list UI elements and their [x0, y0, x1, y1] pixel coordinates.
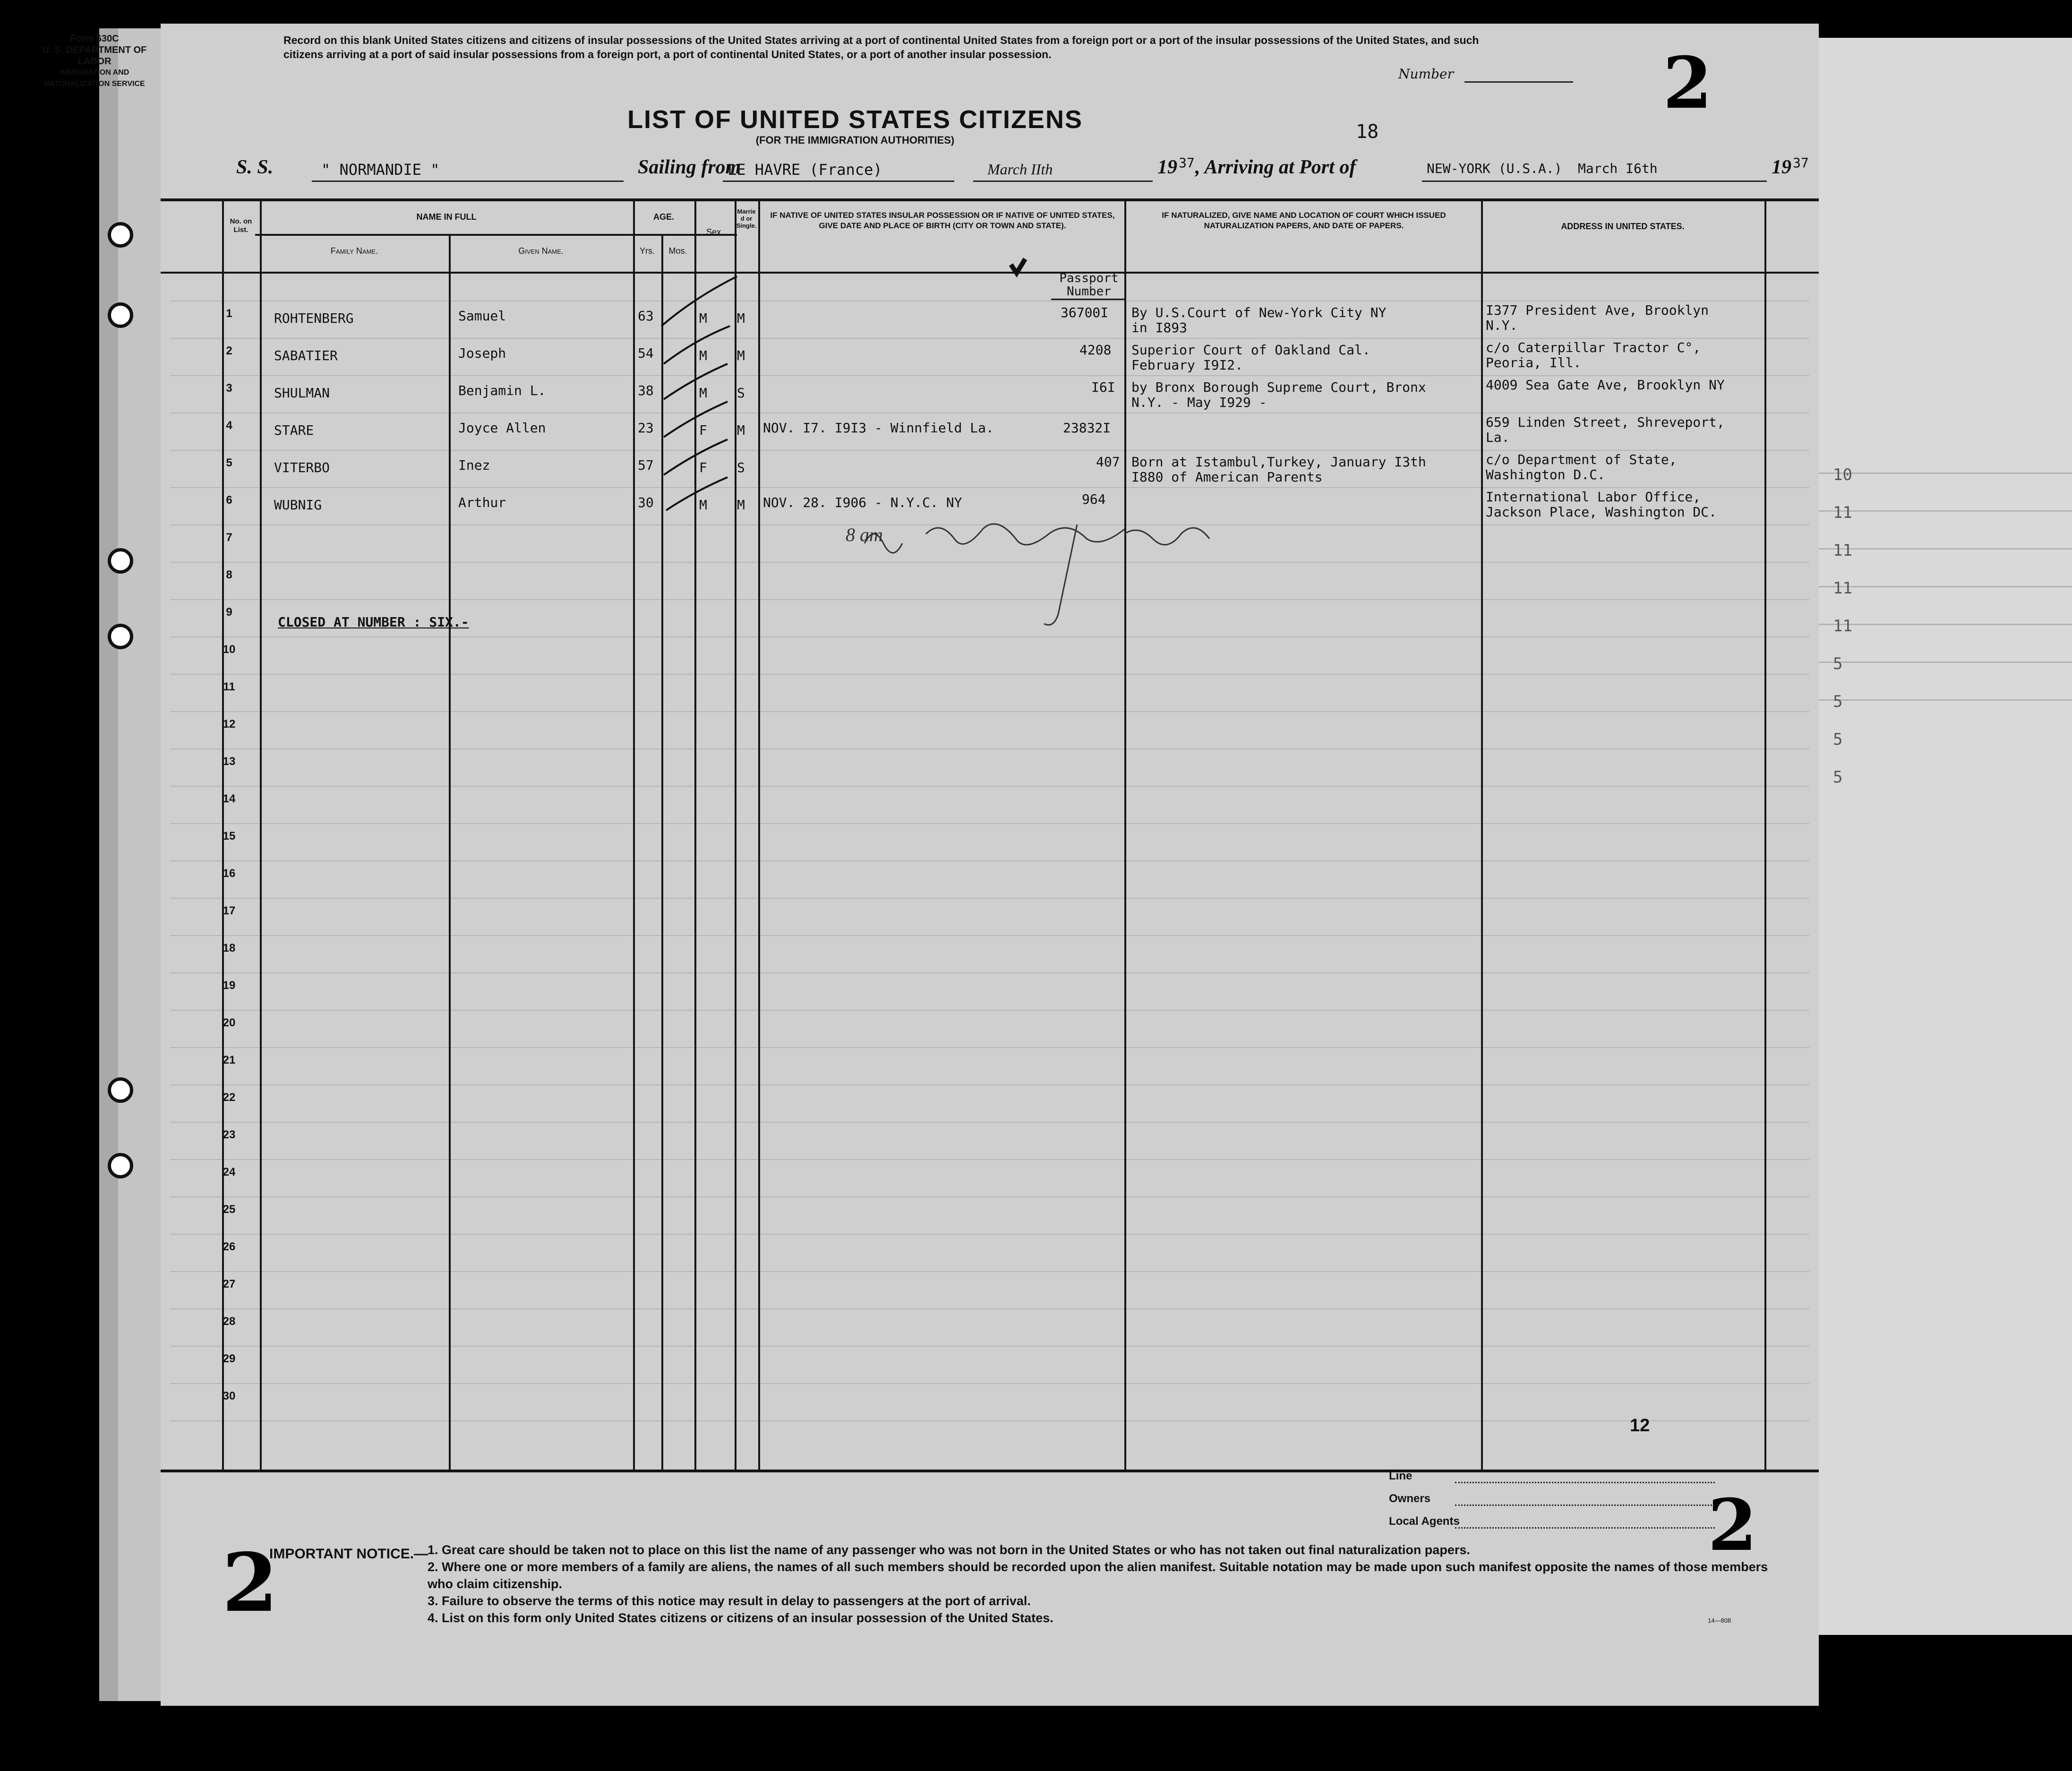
- naturalization-line: I880 of American Parents: [1131, 469, 1323, 485]
- arrival-year: 37: [1793, 155, 1809, 171]
- row-number: 7: [226, 531, 232, 544]
- notice-item: 1. Great care should be taken not to place on this list the name of any passenger who was not born in the United States or who has not taken out final naturalization papers.: [428, 1543, 1470, 1557]
- family-name: STARE: [274, 422, 314, 438]
- family-name: VITERBO: [274, 460, 330, 475]
- row-number: 15: [223, 830, 236, 843]
- header-age: AGE.: [653, 212, 674, 222]
- address-line: Peoria, Ill.: [1486, 355, 1582, 370]
- sailing-year: 37: [1179, 155, 1195, 171]
- form-number: Form 630C: [70, 34, 119, 44]
- ship-name: " NORMANDIE ": [321, 161, 440, 179]
- given-name: Inez: [458, 457, 490, 473]
- passport-number: 23832I: [1063, 420, 1111, 436]
- sex: F: [699, 460, 707, 475]
- back-sheet-digit: 11: [1833, 579, 1852, 598]
- page-number: 12: [1630, 1416, 1650, 1436]
- naturalization-line: Born at Istambul,Turkey, January I3th: [1131, 454, 1426, 470]
- marital-status: S: [737, 460, 745, 475]
- department-name: U. S. DEPARTMENT OF LABOR: [42, 45, 147, 67]
- row-number: 16: [223, 867, 236, 880]
- handwritten-number: 18: [1356, 121, 1379, 143]
- row-number: 12: [223, 718, 236, 731]
- marital-status: M: [737, 422, 745, 438]
- row-number: 21: [223, 1054, 236, 1066]
- local-agents-field: [1455, 1516, 1715, 1529]
- row-number: 23: [223, 1128, 236, 1141]
- family-name: SABATIER: [274, 348, 338, 363]
- passport-number: 964: [1082, 491, 1106, 507]
- birth-date-place: NOV. I7. I9I3 - Winnfield La.: [763, 420, 994, 436]
- row-number: 8: [226, 568, 232, 581]
- notice-heading: IMPORTANT NOTICE.—: [269, 1546, 428, 1562]
- age-years: 30: [638, 495, 654, 510]
- notice-item: 4. List on this form only United States citizens or citizens of an insular possession of the United States.: [428, 1611, 1053, 1625]
- back-sheet-digit: 5: [1833, 692, 1843, 711]
- given-name: Benjamin L.: [458, 383, 546, 398]
- row-number: 19: [223, 979, 236, 992]
- header-naturalization: IF NATURALIZED, GIVE NAME AND LOCATION OF COURT WHICH ISSUED NATURALIZATION PAPERS, AND DATE OF PAPERS.: [1162, 211, 1446, 230]
- row-number: 5: [226, 456, 232, 469]
- address-line: c/o Department of State,: [1486, 452, 1677, 467]
- naturalization-line: by Bronx Borough Supreme Court, Bronx: [1131, 379, 1426, 395]
- age-years: 57: [638, 457, 654, 473]
- arrival-port: NEW-YORK (U.S.A.): [1427, 161, 1562, 176]
- marital-status: S: [737, 385, 745, 401]
- page-title: LIST OF UNITED STATES CITIZENS: [627, 105, 1083, 134]
- given-name: Arthur: [458, 495, 506, 510]
- tick-mark: [664, 439, 728, 475]
- age-years: 38: [638, 383, 654, 398]
- closed-at-number-note: CLOSED AT NUMBER : SIX.-: [278, 614, 469, 630]
- sailing-year-prefix: 19: [1157, 156, 1177, 178]
- row-number: 25: [223, 1203, 236, 1216]
- form-preamble: Record on this blank United States citizens and citizens of insular possessions of the United States arriving at a port of continental United States from a foreign port or a port of the insular possessions of the United States, and such citizens arriving at a port of said insular possessions from a foreign port, a port of continental United States, or a port of another insular possession.: [283, 34, 1479, 60]
- back-sheet-digit: 11: [1833, 541, 1852, 560]
- address-line: I377 President Ave, Brooklyn: [1486, 302, 1709, 318]
- footer-list-number: 2: [1708, 1484, 1757, 1567]
- row-number: 20: [223, 1016, 236, 1029]
- service-name: IMMIGRATION AND NATURALIZATION SERVICE: [44, 69, 145, 88]
- family-name: SHULMAN: [274, 385, 330, 401]
- header-family-name: Family Name.: [330, 246, 378, 256]
- naturalization-line: By U.S.Court of New-York City NY: [1131, 305, 1387, 320]
- handwritten-annotation: 8 am: [846, 524, 883, 545]
- check-marks: [661, 276, 737, 510]
- signature-stroke: [865, 524, 1209, 625]
- row-number: 4: [226, 419, 232, 432]
- header-married-single: Married or Single.: [736, 208, 757, 229]
- back-sheet-digit: 5: [1833, 654, 1843, 673]
- family-name: WUBNIG: [274, 497, 322, 513]
- ink-mark: [1011, 259, 1025, 273]
- row-number: 9: [226, 606, 232, 619]
- row-number: 11: [223, 680, 235, 693]
- row-number: 26: [223, 1240, 236, 1253]
- row-number: 2: [226, 344, 232, 357]
- page-subtitle: (FOR THE IMMIGRATION AUTHORITIES): [755, 134, 955, 146]
- row-number: 10: [223, 643, 236, 656]
- tick-mark: [664, 402, 728, 437]
- naturalization-line: Superior Court of Oakland Cal.: [1131, 342, 1370, 358]
- tick-mark: [664, 364, 728, 399]
- address-line: 659 Linden Street, Shreveport,: [1486, 414, 1725, 430]
- row-number: 22: [223, 1091, 236, 1104]
- address-line: c/o Caterpillar Tractor C°,: [1486, 340, 1701, 355]
- row-number: 27: [223, 1278, 236, 1290]
- birth-date-place: NOV. 28. I906 - N.Y.C. NY: [763, 495, 962, 510]
- arriving-label: , Arriving at Port of: [1195, 156, 1356, 178]
- header-address: ADDRESS IN UNITED STATES.: [1561, 222, 1685, 231]
- sex: M: [699, 348, 707, 363]
- family-name: ROHTENBERG: [274, 310, 354, 326]
- list-number: 2: [1663, 42, 1712, 125]
- row-number: 28: [223, 1315, 236, 1328]
- back-sheet-digit: 10: [1833, 465, 1852, 484]
- passport-number: 4208: [1079, 342, 1112, 358]
- row-number: 30: [223, 1390, 236, 1402]
- sex: M: [699, 497, 707, 513]
- back-sheet-digit: 11: [1833, 617, 1852, 636]
- sailing-date: March IIth: [987, 161, 1053, 178]
- marital-status: M: [737, 497, 745, 513]
- age-years: 23: [638, 420, 654, 436]
- row-number: 14: [223, 792, 236, 805]
- given-name: Samuel: [458, 308, 506, 324]
- arrival-date: March I6th: [1578, 161, 1658, 176]
- header-birth-info: IF NATIVE OF UNITED STATES INSULAR POSSESSION OR IF NATIVE OF UNITED STATES, GIVE DATE AND PLACE OF BIRTH (CITY OR TOWN AND STATE).: [770, 211, 1115, 230]
- owners-label: Owners: [1389, 1492, 1431, 1505]
- notice-big-number: 2: [222, 1536, 278, 1630]
- row-number: 13: [223, 755, 236, 768]
- naturalization-line: February I9I2.: [1131, 357, 1243, 373]
- back-sheet-digit: 5: [1833, 768, 1843, 787]
- ss-label: S. S.: [236, 156, 274, 178]
- address-line: International Labor Office,: [1486, 489, 1701, 505]
- marital-status: M: [737, 348, 745, 363]
- row-number: 1: [226, 307, 232, 320]
- given-name: Joseph: [458, 345, 506, 361]
- back-sheet-digit: 11: [1833, 503, 1852, 522]
- passport-number: I6I: [1091, 379, 1115, 395]
- row-number: 6: [226, 494, 232, 507]
- marital-status: M: [737, 310, 745, 326]
- header-given-name: Given Name.: [518, 246, 564, 256]
- sex: F: [699, 422, 707, 438]
- header-mos: Mos.: [668, 246, 687, 256]
- address-line: N.Y.: [1486, 318, 1518, 333]
- sex: M: [699, 310, 707, 326]
- header-name-in-full: NAME IN FULL: [416, 212, 477, 222]
- address-line: Jackson Place, Washington DC.: [1486, 504, 1717, 520]
- notice-item: 2. Where one or more members of a family are aliens, the names of all such members should be recorded upon the alien manifest. Suitable notation may be made upon such manifest opposite the names of those members who claim citizenship.: [428, 1560, 1768, 1591]
- row-number: 17: [223, 904, 236, 917]
- given-name: Joyce Allen: [458, 420, 546, 436]
- address-line: Washington D.C.: [1486, 467, 1605, 482]
- number-label: Number: [1398, 66, 1454, 82]
- age-years: 54: [638, 345, 654, 361]
- row-number: 3: [226, 382, 232, 395]
- header-sex: Sex.: [706, 227, 724, 237]
- row-number: 24: [223, 1166, 236, 1178]
- passport-number: 36700I: [1061, 305, 1109, 320]
- tick-mark: [661, 276, 737, 326]
- sailing-port: LE HAVRE (France): [728, 161, 882, 179]
- header-no-on-list: No. on List.: [230, 217, 252, 234]
- line-field: [1455, 1470, 1715, 1483]
- sailing-label: Sailing from: [638, 156, 741, 178]
- row-number: 29: [223, 1352, 236, 1365]
- signature-graphic: [865, 524, 1209, 625]
- local-agents-label: Local Agents: [1389, 1515, 1460, 1528]
- line-label: Line: [1389, 1470, 1413, 1482]
- address-line: La.: [1486, 430, 1510, 445]
- naturalization-line: in I893: [1131, 320, 1188, 335]
- arrival-year-prefix: 19: [1772, 156, 1791, 178]
- back-sheet-digit: 5: [1833, 730, 1843, 749]
- passport-number: 407: [1096, 454, 1120, 470]
- notice-item: 3. Failure to observe the terms of this notice may result in delay to passengers at the port of arrival.: [428, 1594, 1031, 1608]
- age-years: 63: [638, 308, 654, 324]
- tick-mark: [666, 477, 728, 510]
- address-line: 4009 Sea Gate Ave, Brooklyn NY: [1486, 377, 1725, 393]
- tick-mark: [664, 326, 730, 364]
- row-number: 18: [223, 942, 236, 954]
- passport-number-label: Passport Number: [1059, 271, 1119, 299]
- sex: M: [699, 385, 707, 401]
- form-print-code: 14—808: [1708, 1617, 1731, 1624]
- naturalization-line: N.Y. - May I929 -: [1131, 395, 1267, 410]
- header-yrs: Yrs.: [639, 246, 655, 256]
- owners-field: [1455, 1493, 1715, 1506]
